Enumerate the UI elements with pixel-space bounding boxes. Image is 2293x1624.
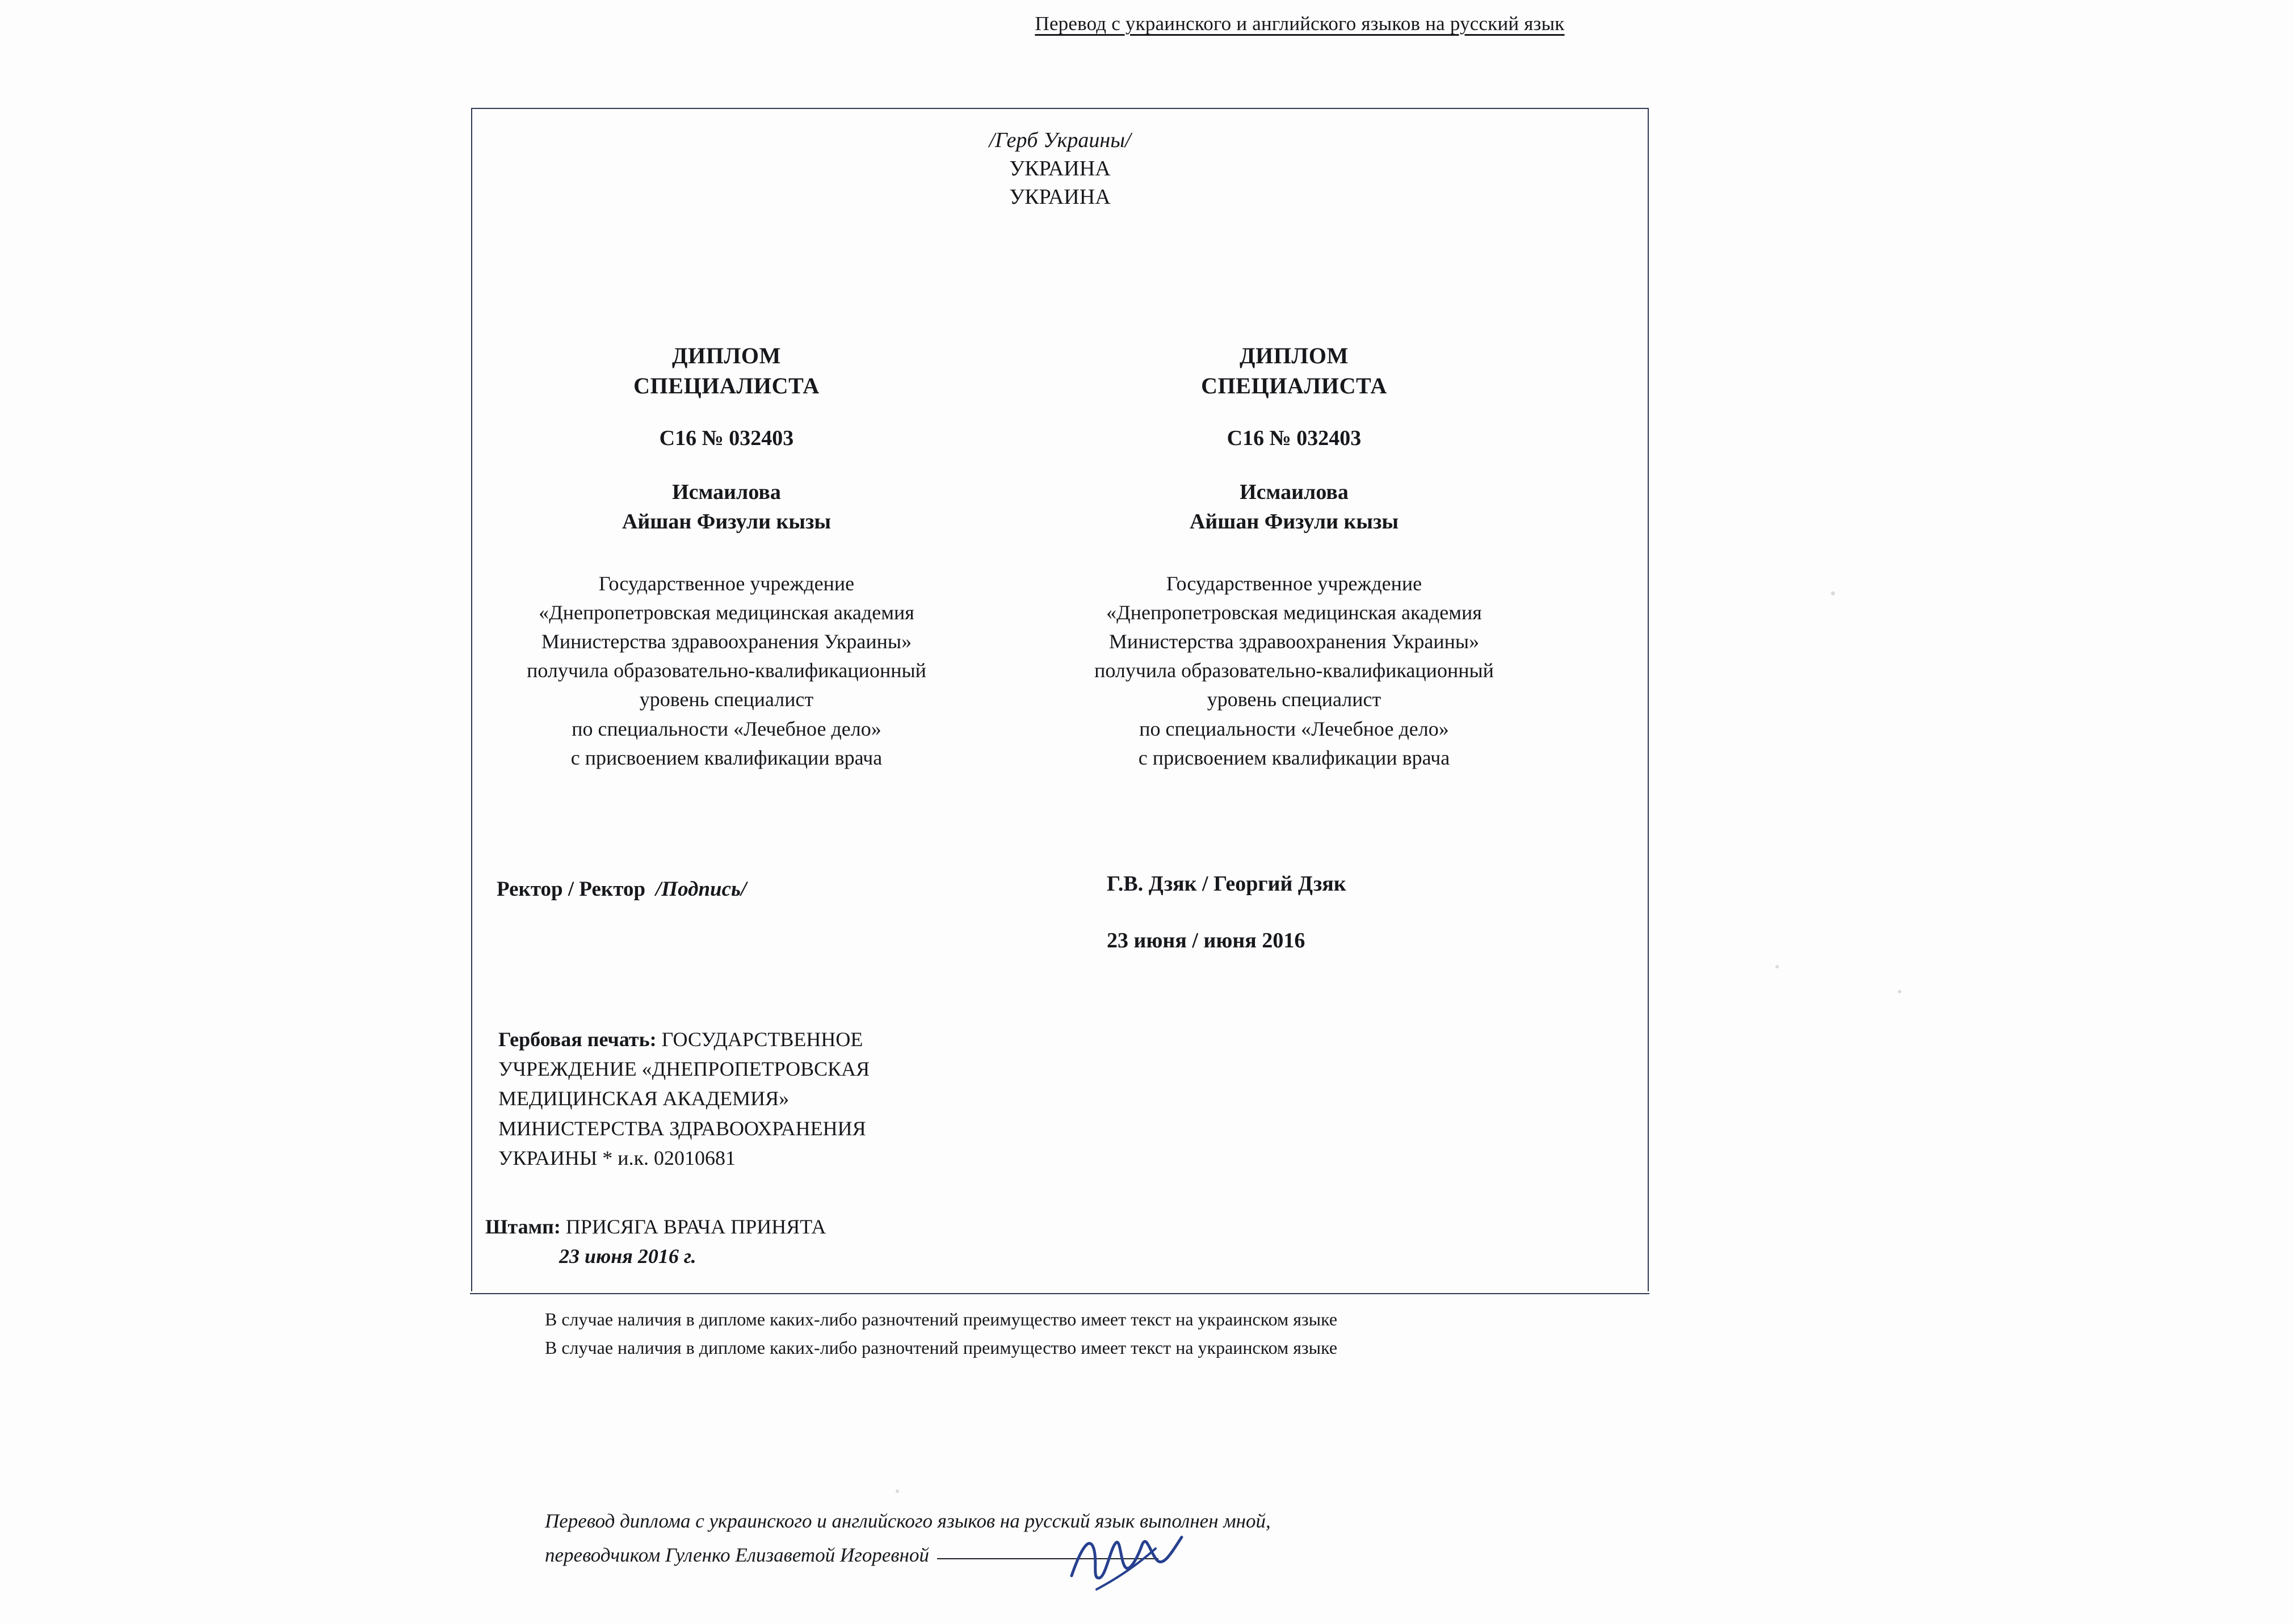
- diploma-date: 23 июня / июня 2016: [1107, 929, 1305, 952]
- stamp-label: Штамп:: [485, 1215, 561, 1238]
- body-line-4: получила образовательно-квалификационный: [1094, 659, 1494, 682]
- diploma-frame-bottom-border: [470, 1293, 1649, 1294]
- translation-header-note: Перевод с украинского и английского языков на русский язык: [1035, 12, 1565, 35]
- body-line-5: уровень специалист: [1207, 688, 1381, 711]
- scan-speck: [896, 1489, 899, 1493]
- scan-speck: [1775, 965, 1779, 968]
- translator-line-2: переводчиком Гуленко Елизаветой Игоревной: [545, 1543, 929, 1566]
- body-line-7: с присвоением квалификации врача: [1138, 746, 1450, 769]
- translator-statement: [545, 1504, 1737, 1572]
- diploma-title-left: [471, 341, 982, 401]
- body-line-6: по специальности «Лечебное дело»: [1139, 717, 1449, 740]
- body-line-2: «Днепропетровская медицинская академия: [539, 601, 914, 624]
- stamp-description: [485, 1212, 1110, 1271]
- body-line-6: по специальности «Лечебное дело»: [572, 717, 881, 740]
- body-line-1: Государственное учреждение: [1166, 572, 1422, 595]
- diploma-title-right: [1039, 341, 1549, 401]
- graduate-name-left: [471, 478, 982, 536]
- body-line-1: Государственное учреждение: [598, 572, 855, 595]
- diploma-body-left: [471, 569, 982, 773]
- body-line-3: Министерства здравоохранения Украины»: [541, 630, 912, 653]
- body-line-5: уровень специалист: [639, 688, 814, 711]
- translator-line-1: Перевод диплома с украинского и английского языков на русский язык выполнен мной,: [545, 1510, 1271, 1532]
- seal-description: [498, 1025, 1123, 1173]
- seal-line-1: ГОСУДАРСТВЕННОЕ: [661, 1028, 863, 1051]
- diploma-title-line2: СПЕЦИАЛИСТА: [633, 373, 820, 399]
- seal-line-2: УЧРЕЖДЕНИЕ «ДНЕПРОПЕТРОВСКАЯ: [498, 1058, 870, 1081]
- rector-label: Ректор / Ректор: [497, 878, 646, 901]
- graduate-given-name: Айшан Физули кызы: [621, 509, 831, 534]
- body-line-2: «Днепропетровская медицинская академия: [1106, 601, 1482, 624]
- rector-signature-mark: /Подпись/: [656, 878, 747, 901]
- body-line-7: с присвоением квалификации врача: [570, 746, 883, 769]
- country-name-english: УКРАИНА: [1009, 185, 1111, 209]
- emblem-block: [471, 126, 1649, 211]
- graduate-surname: Исмаилова: [1240, 480, 1349, 505]
- signature-line: [937, 1557, 1158, 1559]
- stamp-text: ПРИСЯГА ВРАЧА ПРИНЯТА: [565, 1215, 826, 1238]
- seal-line-5: УКРАИНЫ * и.к. 02010681: [498, 1146, 736, 1169]
- emblem-caption: /Герб Украины/: [989, 128, 1131, 152]
- scan-speck: [1831, 591, 1835, 595]
- diploma-number-right: С16 № 032403: [1227, 426, 1362, 451]
- rector-name: Г.В. Дзяк / Георгий Дзяк: [1107, 872, 1346, 896]
- body-line-3: Министерства здравоохранения Украины»: [1108, 630, 1480, 653]
- seal-label: Гербовая печать:: [498, 1028, 657, 1051]
- rector-label-block: [497, 877, 746, 901]
- diploma-title-line2: СПЕЦИАЛИСТА: [1201, 373, 1387, 399]
- scan-speck: [1898, 990, 1901, 993]
- graduate-given-name: Айшан Физули кызы: [1189, 509, 1399, 534]
- seal-line-3: МЕДИЦИНСКАЯ АКАДЕМИЯ»: [498, 1087, 789, 1110]
- disclaimer-block: [545, 1306, 1635, 1362]
- diploma-number-left: С16 № 032403: [659, 426, 794, 451]
- diploma-column-left: [471, 341, 982, 773]
- disclaimer-line-2: В случае наличия в дипломе каких-либо разночтений преимущество имеет текст на украинском языке: [545, 1337, 1338, 1358]
- graduate-surname: Исмаилова: [672, 480, 781, 505]
- diploma-title-line1: ДИПЛОМ: [1239, 343, 1349, 368]
- country-name-ukrainian: УКРАИНА: [1009, 157, 1111, 181]
- body-line-4: получила образовательно-квалификационный: [527, 659, 926, 682]
- diploma-column-right: [1039, 341, 1549, 773]
- disclaimer-line-1: В случае наличия в дипломе каких-либо разночтений преимущество имеет текст на украинском языке: [545, 1309, 1338, 1329]
- diploma-title-line1: ДИПЛОМ: [671, 343, 782, 368]
- seal-line-4: МИНИСТЕРСТВА ЗДРАВООХРАНЕНИЯ: [498, 1117, 866, 1140]
- stamp-date: 23 июня 2016 г.: [559, 1245, 696, 1268]
- graduate-name-right: [1039, 478, 1549, 536]
- diploma-body-right: [1039, 569, 1549, 773]
